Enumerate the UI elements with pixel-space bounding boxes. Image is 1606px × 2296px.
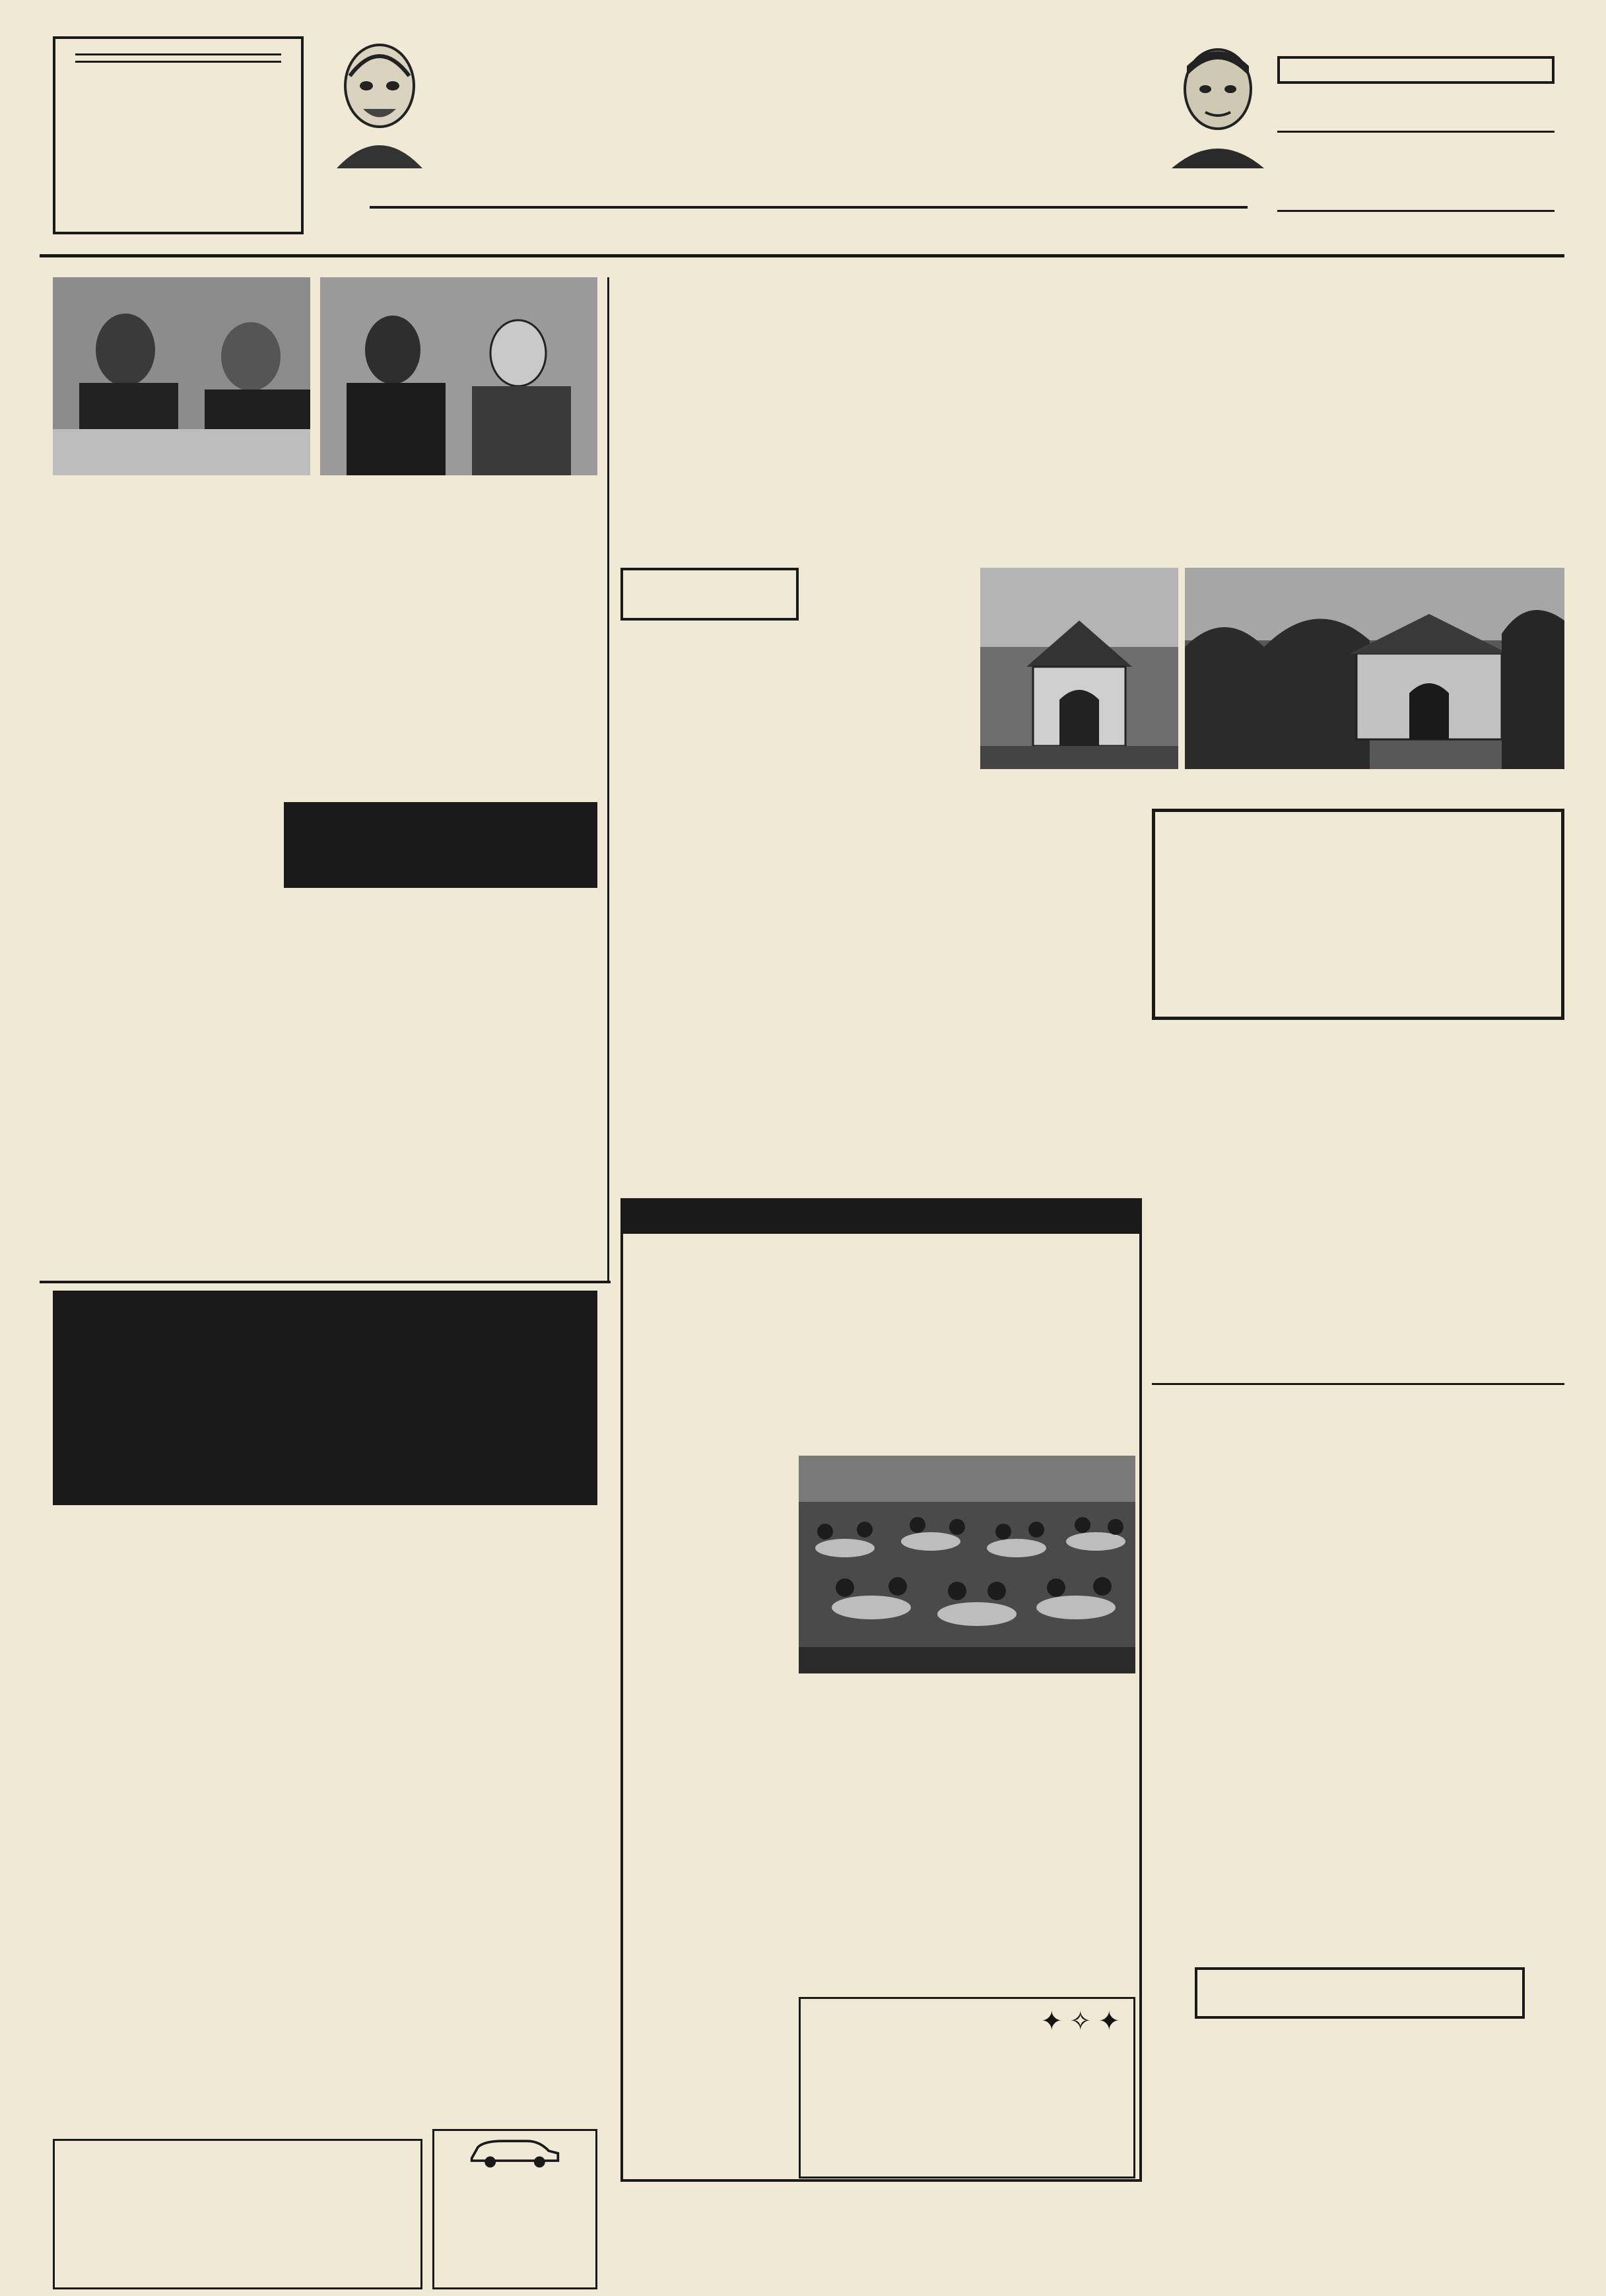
ekh-col-2 <box>1363 1063 1564 1380</box>
knossos-col-1 <box>53 1664 244 2178</box>
city-rule <box>1277 210 1555 212</box>
kazino-col-2 <box>799 1680 957 1832</box>
kazino-photo <box>799 1456 1135 1673</box>
bistro-ad <box>53 2139 422 2289</box>
pills-body <box>1152 1574 1564 1944</box>
pottakis-body <box>53 700 271 1228</box>
ekh-headline-box <box>1152 809 1564 1020</box>
statements-body <box>284 898 597 1267</box>
knossos-col-3 <box>429 1518 597 2112</box>
portrait-left <box>323 36 436 168</box>
lead-col-2b <box>809 904 970 1195</box>
agrotica-body <box>1152 2028 1564 2032</box>
lead-col-1b <box>620 984 799 1195</box>
kazino-kicker <box>623 1201 1139 1234</box>
left-col-rule <box>607 277 609 1281</box>
knossos-col-2 <box>254 1518 419 1822</box>
kazino-col-1 <box>630 1370 789 1832</box>
right-col-rule <box>1152 1383 1564 1385</box>
date-box <box>1277 56 1555 84</box>
statements-box-title <box>284 802 597 888</box>
agrotica-title-box <box>1195 1967 1525 2019</box>
tagline-rule <box>370 206 1248 209</box>
kazino-col-3 <box>970 1680 1135 1832</box>
allegro-stars: ✦ ✧ ✦ <box>1040 2006 1120 2036</box>
pottakis-photo-left <box>53 277 310 475</box>
car-icon <box>465 2134 564 2171</box>
lead-photo-chapel <box>980 568 1178 769</box>
masthead-bottom-rule <box>40 254 1564 257</box>
knossos-epigraph-block <box>53 1518 244 1522</box>
ekh-col-1 <box>1152 1063 1350 1380</box>
lead-col-3 <box>980 812 1142 1195</box>
pottakis-photo-right <box>320 277 597 475</box>
donations-col-2 <box>888 1865 1132 1990</box>
lead-byline <box>620 568 799 621</box>
knossos-top-rule <box>40 1281 611 1283</box>
founder-box <box>53 36 304 234</box>
bekka-ad <box>432 2129 597 2289</box>
knossos-headline-box <box>53 1291 597 1505</box>
date-rule <box>1277 131 1555 133</box>
donations-col-1 <box>630 1865 875 1990</box>
allegro-ad <box>799 1997 1135 2178</box>
portrait-right <box>1162 36 1274 168</box>
lead-photo-church <box>1185 568 1564 769</box>
